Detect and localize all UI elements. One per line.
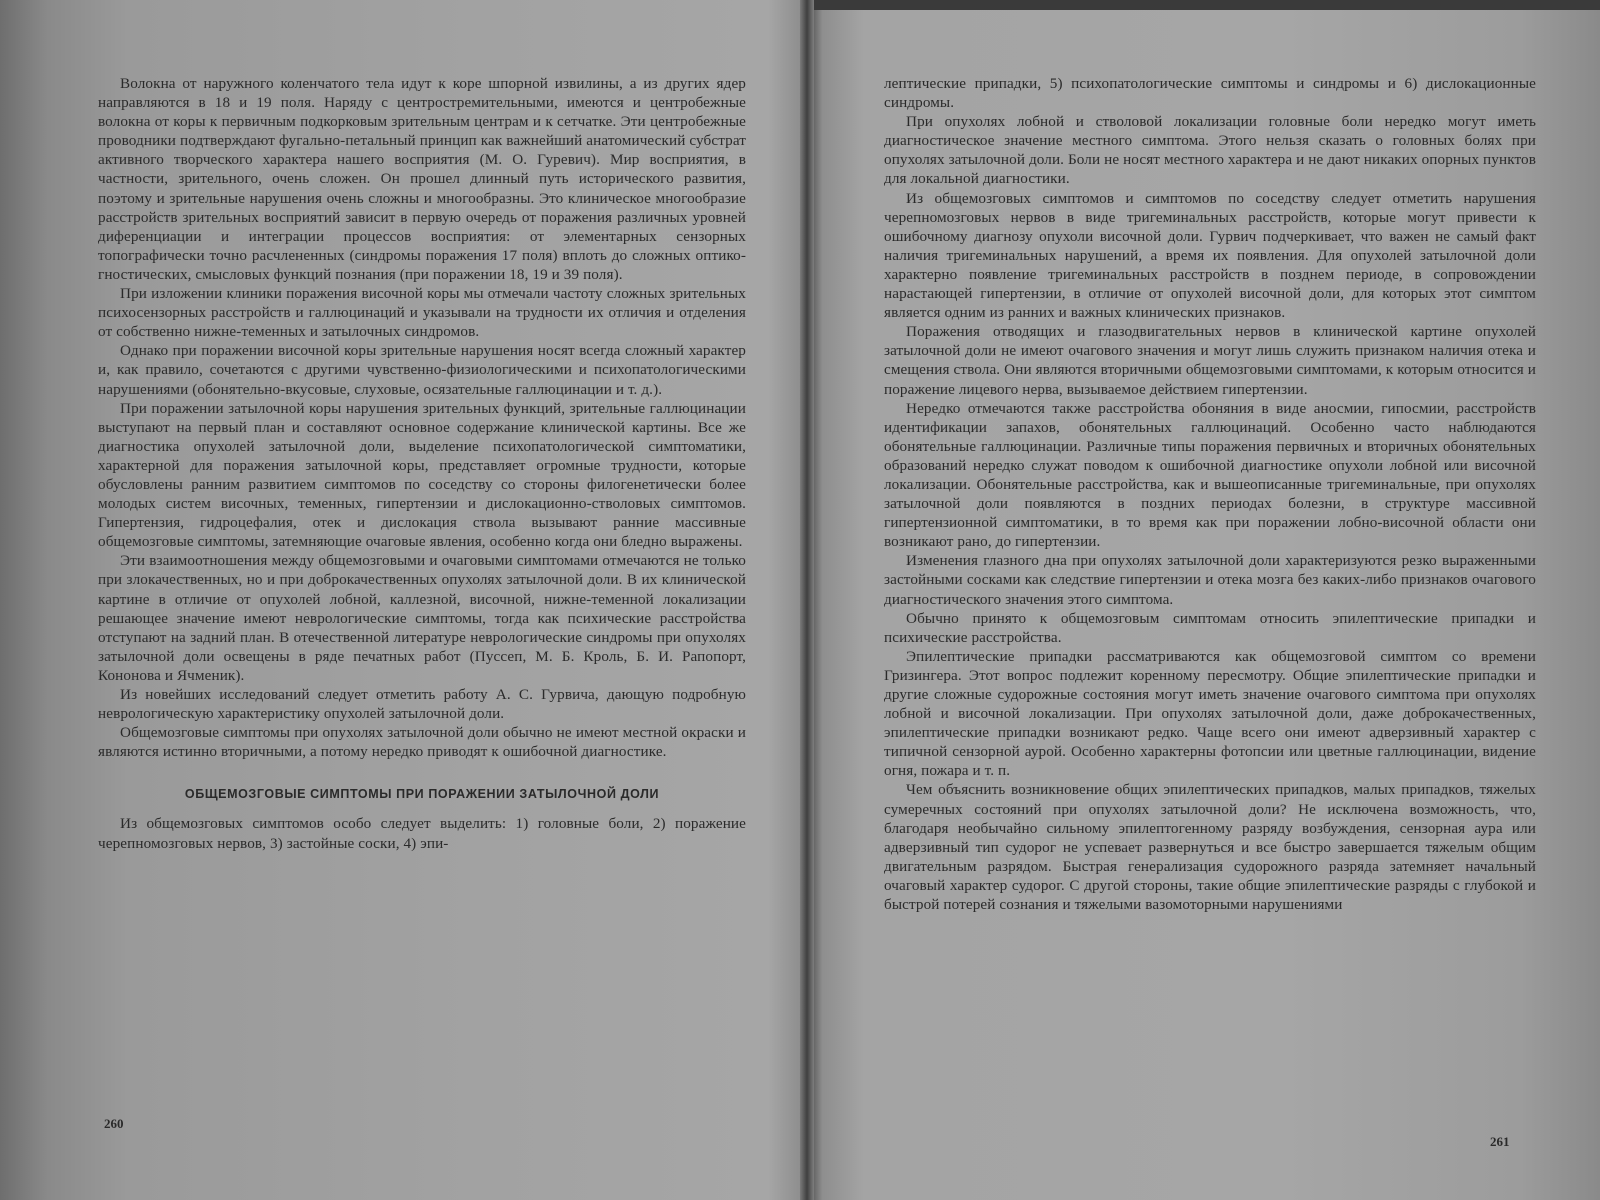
paragraph: Обычно принято к общемозговым симптомам относить эпилептические припадки и психические расстройства.: [884, 609, 1536, 646]
paragraph: Эти взаимоотношения между общемозговыми и очаговыми симптомами отмечаются не только при злокачественных, но и при доброкачественных опухолях затылочной доли. В их клинической картине в отличие от опухолей лобной, каллезной, височной, нижне-теменной локализации решающее значение имеют неврологические симптомы, тогда как психические расстройства отступают на задний план. В отечественной литературе неврологические синдромы при опухолях затылочной доли освещены в ряде печатных работ (Пуссеп, М. Б. Кроль, Б. И. Рапопорт, Кононова и Ячменик).: [98, 552, 746, 684]
left-page-text-column: [98, 74, 746, 853]
paragraph: Изменения глазного дна при опухолях затылочной доли характеризуются резко выраженными застойными сосками как следствие гипертензии и отека мозга без каких-либо признаков очагового диагностического значения этого симптома.: [884, 552, 1536, 608]
right-page-text-column: [884, 74, 1536, 914]
paragraph: При опухолях лобной и стволовой локализации головные боли нередко могут иметь диагностическое значение местного симптома. Этого нельзя сказать о головных болях при опухолях затылочной доли. Боли не носят местного характера и не дают никаких опорных пунктов для локальной диагностики.: [884, 113, 1536, 188]
paragraph: Волокна от наружного коленчатого тела идут к коре шпорной извилины, а из других ядер направляются в 18 и 19 поля. Наряду с центростремительными, имеются и центробежные волокна от коры к первичным подкорковым зрительным центрам и к сетчатке. Эти центробежные проводники подтверждают фугально-петальный принцип как важнейший анатомический субстрат активного творческого характера нашего восприятия (М. О. Гуревич). Мир восприятия, в частности, зрительного, очень сложен. Он прошел длинный путь исторического развития, поэтому и зрительные нарушения очень сложны и многообразны. Это клиническое многообразие расстройств зрительных восприятий зависит в первую очередь от поражения различных уровней диференциации и интеграции процессов восприятия: от элементарных сензорных топографически точно расчлененных (синдромы поражения 17 поля) вплоть до сложных оптико-гностических, смысловых функций познания (при поражении 18, 19 и 39 поля).: [98, 75, 746, 283]
paragraph: Общемозговые симптомы при опухолях затылочной доли обычно не имеют местной окраски и являются истинно вторичными, а потому нередко приводят к ошибочной диагностике.: [98, 724, 746, 761]
paragraph: Из общемозговых симптомов особо следует выделить: 1) головные боли, 2) поражение черепномозговых нервов, 3) застойные соски, 4) эпи-: [98, 815, 746, 852]
paragraph: При поражении затылочной коры нарушения зрительных функций, зрительные галлюцинации выступают на первый план и составляют основное содержание клинической картины. Все же диагностика опухолей затылочной доли, выделение психопатологической симптоматики, характерной для поражения затылочной коры, представляет огромные трудности, которые обусловлены ранним развитием симптомов по соседству со стороны филогенетически более молодых систем височных, теменных, гипертензии и дислокационно-стволовых симптомов. Гипертензия, гидроцефалия, отек и дислокация ствола вызывают ранние массивные общемозговые симптомы, затемняющие очаговые явления, особенно когда они бледно выражены.: [98, 399, 746, 551]
book-gutter: [800, 0, 814, 1200]
paragraph: Поражения отводящих и глазодвигательных нервов в клинической картине опухолей затылочной доли не имеют очагового значения и могут лишь служить признаком наличия отека и смещения ствола. Они являются вторичными общемозговыми симптомами, к которым относится и поражение лицевого нерва, вызываемое действием гипертензии.: [884, 323, 1536, 398]
page-number: 260: [104, 1116, 124, 1131]
paragraph: При изложении клиники поражения височной коры мы отмечали частоту сложных зрительных психосензорных расстройств и галлюцинаций и указывали на трудности их отличия и отделения от собственно нижне-теменных и затылочных синдромов.: [98, 285, 746, 341]
paragraph: Чем объяснить возникновение общих эпилептических припадков, малых припадков, тяжелых сумеречных состояний при опухолях затылочной доли? Не исключена возможность, что, благодаря необычайно сильному эпилептогенному разряду возбуждения, сензорная аура или адверзивный тип судорог не успевает развернуться и все быстро завершается тяжелым общим двигательным разрядом. Быстрая генерализация судорожного разряда затемняет начальный очаговый характер судорог. С другой стороны, такие общие эпилептические разряды с глубокой и быстрой потерей сознания и тяжелыми вазомоторными нарушениями: [884, 781, 1536, 914]
section-heading: ОБЩЕМОЗГОВЫЕ СИМПТОМЫ ПРИ ПОРАЖЕНИИ ЗАТЫЛОЧНОЙ ДОЛИ: [184, 787, 660, 802]
paragraph: Нередко отмечаются также расстройства обоняния в виде аносмии, гипосмии, расстройств идентификации запахов, обонятельных галлюцинаций. Особенно часто наблюдаются обонятельные галлюцинации. Различные типы поражения первичных и вторичных обонятельных образований нередко служат поводом к ошибочной диагностике опухоли лобной или височной локализации. Обонятельные расстройства, как и вышеописанные тригеминальные, при опухолях затылочной доли появляются в поздних периодах болезни, в структуре массивной гипертензионной симптоматики, в то время как при поражении лобно-височной области они возникают рано, до гипертензии.: [884, 399, 1536, 551]
continued-paragraph: лептические припадки, 5) психопатологические симптомы и синдромы и 6) дислокационные синдромы.: [884, 75, 1536, 112]
right-page: [814, 0, 1600, 1200]
paragraph: Эпилептические припадки рассматриваются как общемозговой симптом со времени Гризингера. Этот вопрос подлежит коренному пересмотру. Общие эпилептические припадки и другие сложные судорожные состояния могут иметь значение очагового симптома при опухолях лобной и височной локализации. При опухолях затылочной доли, даже доброкачественных, эпилептические припадки возникают редко. Чаще всего они имеют адверзивный характер с типичной сензорной аурой. Особенно характерны фотопсии или цветные галлюцинации, видение огня, пожара и т. п.: [884, 647, 1536, 780]
paragraph: Из новейших исследований следует отметить работу А. С. Гурвича, дающую подробную неврологическую характеристику опухолей затылочной доли.: [98, 686, 746, 723]
paragraph: Из общемозговых симптомов и симптомов по соседству следует отметить нарушения черепномозговых нервов в виде тригеминальных расстройств, которые могут привести к ошибочному диагнозу опухоли височной доли. Гурвич подчеркивает, что важен не самый факт наличия тригеминальных нарушений, а время их появления. Для опухолей затылочной доли характерно появление тригеминальных расстройств в позднем периоде, в сопровождении нарастающей гипертензии, в отличие от опухолей височной доли, для которых этот симптом является одним из ранних и важных клинических признаков.: [884, 189, 1536, 322]
page-number: 261: [1490, 1134, 1510, 1149]
paragraph: Однако при поражении височной коры зрительные нарушения носят всегда сложный характер и, как правило, сочетаются с другими чувственно-физиологическими и психопатологическими нарушениями (обонятельно-вкусовые, слуховые, осязательные галлюцинации и т. д.).: [98, 342, 746, 398]
